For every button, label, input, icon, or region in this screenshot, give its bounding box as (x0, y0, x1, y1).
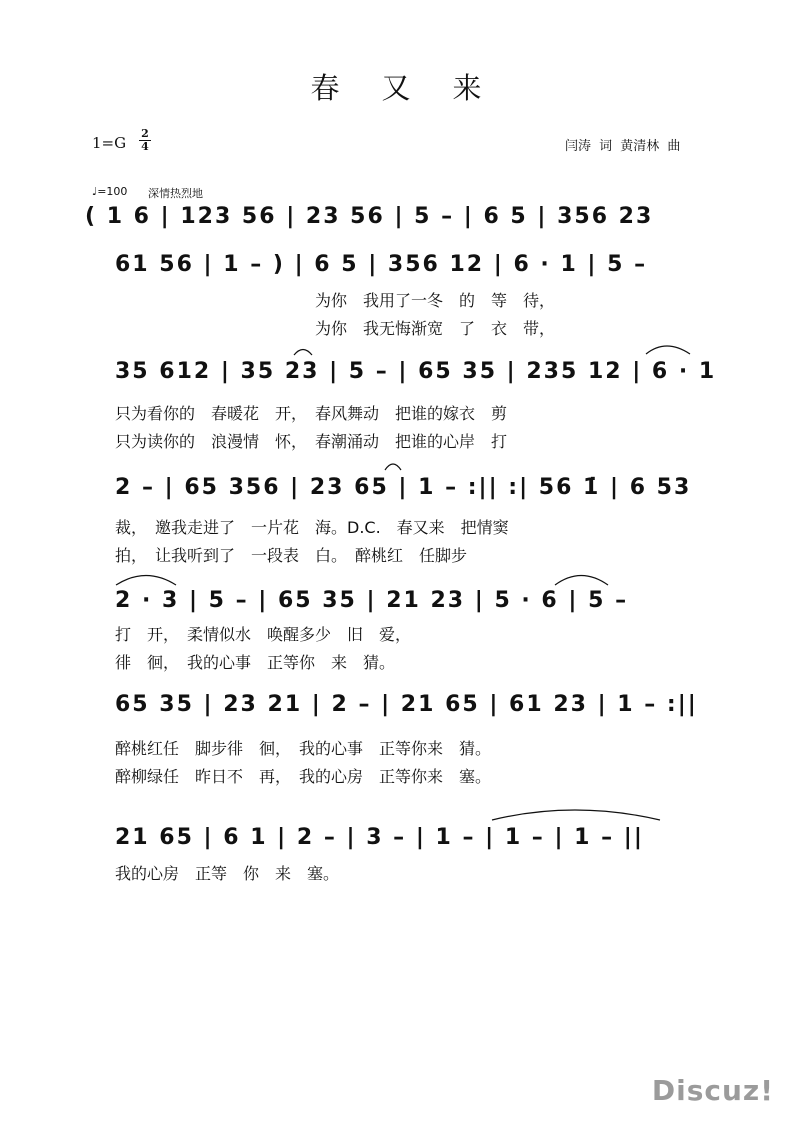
notes-line: ( 1 6 | 123 56 | 23 56 | 5 – | 6 5 | 356 23 (85, 204, 654, 229)
notes-line: 2 · 3 | 5 – | 65 35 | 21 23 | 5 · 6 | 5 – (115, 588, 629, 613)
credits: 闫涛 词 黄清林 曲 (565, 139, 681, 154)
lyric-verse-2: 为你 我无悔渐宽 了 衣 带， (315, 319, 556, 338)
notes-line: 21 65 | 6 1 | 2 – | 3 – | 1 – | 1 – | 1 – || (115, 825, 644, 850)
notes-line: 61 56 | 1 – ) | 6 5 | 356 12 | 6 · 1 | 5 – (115, 252, 648, 277)
lyric-verse-1: 我的心房 正等 你 来 塞。 (115, 864, 340, 883)
lyric-verse-1: 打 开， 柔情似水 唤醒多少 旧 爱， (115, 625, 412, 644)
key-signature: 1=G (92, 134, 127, 152)
lyric-verse-1: 为你 我用了一冬 的 等 待， (315, 291, 556, 310)
time-signature-bottom: 4 (141, 140, 149, 153)
lyric-verse-2: 醉柳绿任 昨日不 再， 我的心房 正等你来 塞。 (115, 767, 492, 786)
notes-line: 2 – | 65 356 | 23 65 | 1 – :|| :| 56 1̇ | 6 53 (115, 475, 692, 500)
notes-line: 65 35 | 23 21 | 2 – | 21 65 | 61 23 | 1 – :|| (115, 692, 698, 717)
song-title: 春又来 (310, 71, 524, 105)
lyric-verse-1: 裁， 邀我走进了 一片花 海。D.C. 春又来 把情窦 (115, 518, 509, 537)
expression-marking: 深情热烈地 (148, 187, 203, 200)
lyric-verse-1: 只为看你的 春暖花 开， 春风舞动 把谁的嫁衣 剪 (115, 404, 508, 423)
lyric-verse-1: 醉桃红任 脚步徘 徊， 我的心事 正等你来 猜。 (115, 739, 492, 758)
lyric-verse-2: 徘 徊， 我的心事 正等你 来 猜。 (115, 653, 396, 672)
watermark: Discuz! (651, 1074, 774, 1107)
lyric-verse-2: 拍， 让我听到了 一段表 白。 醉桃红 任脚步 (115, 546, 468, 565)
tempo-value: =100 (97, 185, 128, 198)
lyric-verse-2: 只为读你的 浪漫情 怀， 春潮涌动 把谁的心岸 打 (115, 432, 508, 451)
notes-line: 35 612 | 35 23 | 5 – | 65 35 | 235 12 | 6 · 1 (115, 359, 717, 384)
time-signature-top: 2 (141, 127, 149, 140)
quarter-note-icon: ♩ (92, 185, 98, 198)
